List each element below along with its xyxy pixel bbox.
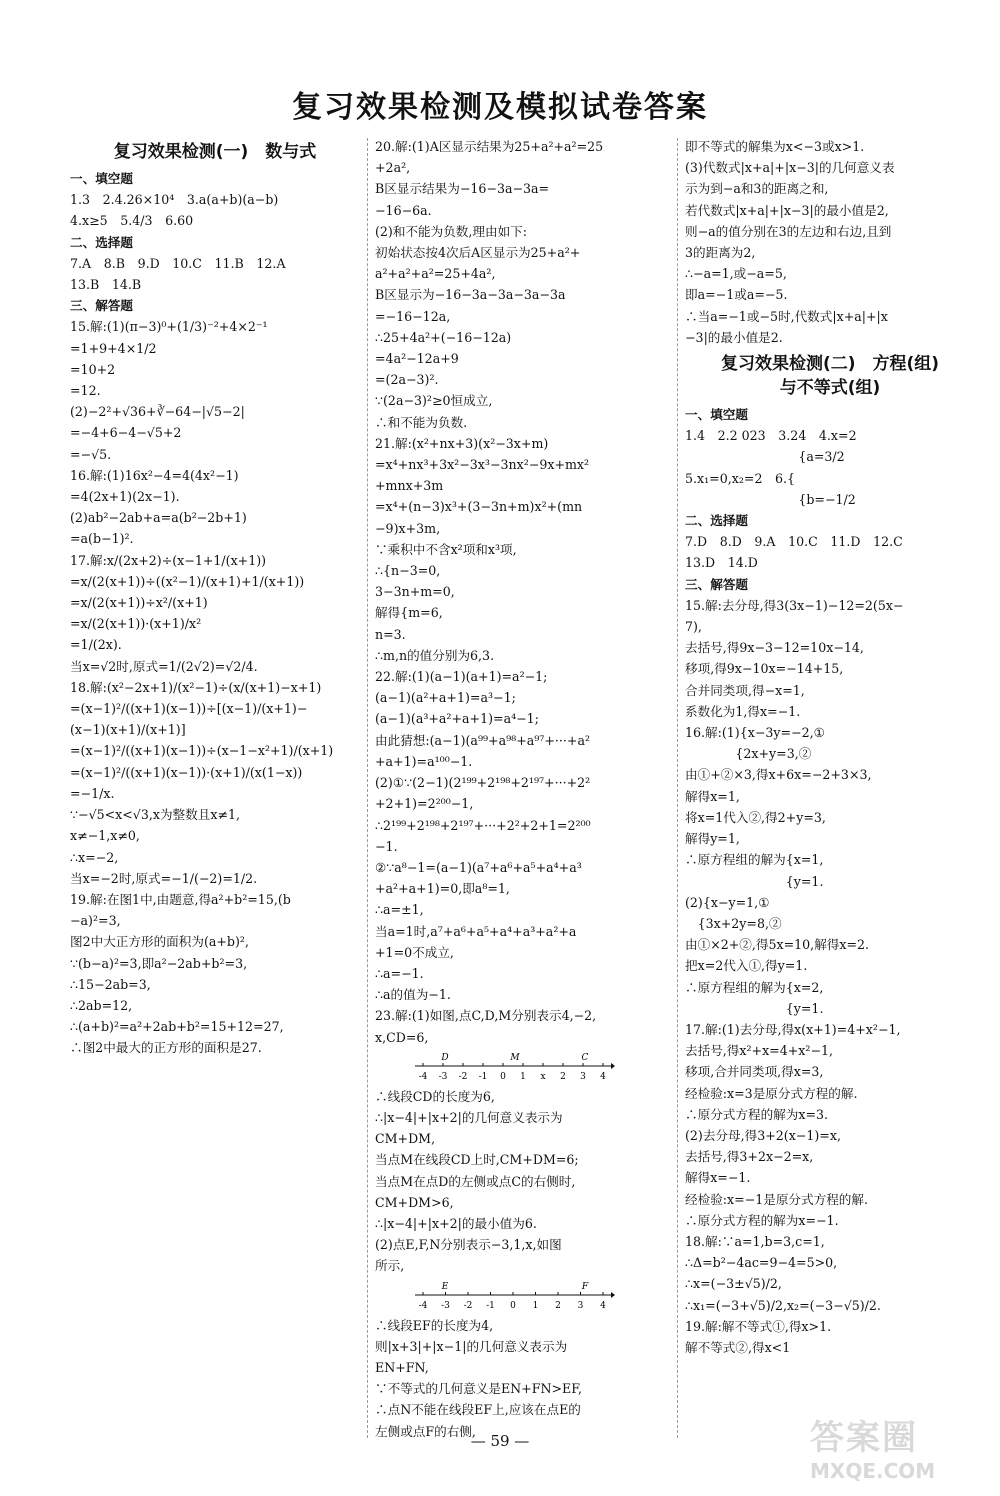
section-heading: 一、填空题: [685, 407, 748, 423]
answer-line: 3−3n+m=0,: [375, 584, 455, 600]
answer-line: =−√5.: [70, 446, 112, 462]
answer-line: (a−1)(a³+a²+a+1)=a⁴−1;: [375, 711, 539, 727]
answer-line: {b=−1/2: [685, 491, 856, 507]
answer-line: ∴x=(−3±√5)/2,: [685, 1276, 782, 1292]
answer-line: ∴线段EF的长度为4,: [375, 1317, 494, 1333]
answer-line: {y=1.: [685, 873, 824, 889]
answer-line: ∵(2a−3)²≥0恒成立,: [375, 393, 493, 409]
answer-line: =x⁴+(n−3)x³+(3−3n+m)x²+(mn: [375, 499, 583, 515]
answer-line: ∵−√5<x<√3,x为整数且x≠1,: [70, 807, 240, 823]
tick-label: 1: [520, 1071, 526, 1082]
answer-line: (2)①∵(2−1)(2¹⁹⁹+2¹⁹⁸+2¹⁹⁷+···+2²: [375, 775, 591, 791]
answer-line: 图2中大正方形的面积为(a+b)²,: [70, 934, 249, 950]
tick-label: x: [540, 1071, 546, 1082]
answer-line: =−1/x.: [70, 785, 115, 801]
answer-line: =x⁴+nx³+3x²−3x³−3nx²−9x+mx²: [375, 457, 590, 473]
section-heading: 三、解答题: [70, 298, 133, 314]
answer-line: 即a=−1或a=−5.: [685, 287, 788, 303]
point-label: F: [581, 1281, 589, 1292]
answer-lines: [70, 168, 360, 1059]
point-label: D: [441, 1052, 449, 1063]
answer-line: 移项,得9x−10x=−14+15,: [685, 661, 844, 677]
answer-line: 则|x+3|+|x−1|的几何意义表示为: [375, 1338, 568, 1354]
answer-line: 13.B 14.B: [70, 277, 142, 293]
answer-line: ∴{n−3=0,: [375, 563, 441, 579]
answer-line: n=3.: [375, 626, 406, 642]
watermark-text: 答案圈: [810, 1418, 918, 1458]
answer-line: =4a²−12a+9: [375, 351, 459, 367]
answer-line: 解不等式②,得x<1: [685, 1339, 791, 1355]
column-2: [375, 136, 665, 1442]
tick-label: -3: [441, 1300, 450, 1311]
answer-line: ∴线段CD的长度为6,: [375, 1088, 495, 1104]
tick-label: -1: [486, 1300, 495, 1311]
answer-line: ∴点N不能在线段EF上,应该在点E的: [375, 1402, 581, 1418]
answer-line: (3)代数式|x+a|+|x−3|的几何意义表: [685, 160, 895, 176]
answer-line: {a=3/2: [685, 449, 845, 465]
page-title: 复习效果检测及模拟试卷答案: [292, 90, 708, 125]
answer-lines: [375, 136, 665, 1048]
number-line-ticks: [419, 1053, 607, 1082]
answer-line: 16.解:(1)16x²−4=4(4x²−1): [70, 467, 239, 483]
answer-line: 17.解:(1)去分母,得x(x+1)=4+x²−1,: [685, 1021, 901, 1037]
answer-line: 由此猜想:(a−1)(a⁹⁹+a⁹⁸+a⁹⁷+···+a²: [375, 732, 591, 748]
answer-line: ∴x=−2,: [70, 849, 119, 865]
column-divider: [677, 138, 678, 1438]
tick-label: 0: [500, 1071, 506, 1082]
answer-line: =(2a−3)².: [375, 372, 439, 388]
tick-label: 4: [600, 1071, 606, 1082]
answer-line: 将x=1代入②,得2+y=3,: [685, 809, 826, 825]
answer-lines: [685, 136, 975, 348]
number-line-ef: [415, 1281, 615, 1311]
tick-label: 2: [555, 1300, 561, 1311]
section-title-2-cont: 与不等式(组): [779, 378, 881, 399]
answer-line: {y=1.: [685, 1000, 824, 1016]
answer-line: ∵不等式的几何意义是EN+FN>EF,: [375, 1381, 582, 1397]
watermark-url: MXQE.COM: [810, 1459, 936, 1483]
answer-line: −9)x+3m,: [375, 520, 441, 536]
answer-line: ∴原分式方程的解为x=−1.: [685, 1212, 839, 1228]
answer-line: 当点M在线段CD上时,CM+DM=6;: [375, 1152, 579, 1168]
answer-line: =x/(2(x+1))÷x²/(x+1): [70, 595, 208, 611]
column-1: [70, 136, 360, 1059]
answer-line: 合并同类项,得−x=1,: [685, 682, 805, 698]
answer-line: ∴a=±1,: [375, 902, 424, 918]
answer-line: 1.4 2.2 023 3.24 4.x=2: [685, 428, 857, 444]
answer-line: 13.D 14.D: [685, 555, 758, 571]
answer-line: ∴2ab=12,: [70, 997, 133, 1013]
answer-line: ∴(a+b)²=a²+2ab+b²=15+12=27,: [70, 1019, 284, 1035]
section-heading: 二、选择题: [70, 234, 133, 250]
answer-line: ∴−a=1,或−a=5,: [685, 266, 787, 282]
answer-line: =10+2: [70, 361, 116, 377]
answer-line: +mnx+3m: [375, 478, 444, 494]
answer-line: 3的距离为2,: [685, 245, 756, 261]
answer-line: =a(b−1)².: [70, 531, 134, 547]
tick-label: -2: [463, 1300, 473, 1311]
answer-line: ∴|x−4|+|x+2|的几何意义表示为: [375, 1109, 563, 1125]
answer-line: +2a²,: [375, 160, 411, 176]
answer-lines: [375, 1315, 665, 1442]
answer-line: {2x+y=3,②: [685, 746, 812, 762]
tick-label: -1: [478, 1071, 488, 1082]
point-label: M: [510, 1052, 520, 1063]
answer-line: 19.解:在图1中,由题意,得a²+b²=15,(b: [70, 891, 291, 907]
answer-line: 15.解:去分母,得3(3x−1)−12=2(5x−: [685, 597, 904, 613]
answer-line: 去括号,得3+2x−2=x,: [685, 1149, 814, 1165]
answer-line: 示为到−a和3的距离之和,: [685, 181, 829, 197]
answer-line: ∴m,n的值分别为6,3.: [375, 647, 495, 663]
answer-line: 当x=−2时,原式=−1/(−2)=1/2.: [70, 870, 258, 886]
answer-line: 17.解:x/(2x+2)÷(x−1+1/(x+1)): [70, 552, 267, 568]
answer-line: +a+1)=a¹⁰⁰−1.: [375, 753, 473, 769]
answer-line: 即不等式的解集为x<−3或x>1.: [685, 139, 865, 154]
answer-line: 解得x=1,: [685, 788, 740, 804]
answer-line: +1=0不成立,: [375, 944, 454, 960]
answer-line: (a−1)(a²+a+1)=a³−1;: [375, 690, 516, 706]
answer-line: −16−6a.: [375, 202, 432, 218]
answer-line: B区显示为−16−3a−3a−3a−3a: [375, 287, 566, 303]
answer-line: 解得{m=6,: [375, 605, 443, 621]
answer-line: =1+9+4×1/2: [70, 340, 157, 356]
answer-line: 去括号,得x²+x=4+x²−1,: [685, 1043, 834, 1059]
tick-label: -4: [418, 1071, 428, 1082]
answer-line: ∴原方程组的解为{x=1,: [685, 852, 824, 868]
answer-line: 左侧或点F的右侧,: [375, 1423, 476, 1439]
answer-line: ∵(b−a)²=3,即a²−2ab+b²=3,: [70, 955, 248, 971]
answer-line: ∴原方程组的解为{x=2,: [685, 979, 824, 995]
answer-line: =−4+6−4−√5+2: [70, 425, 182, 441]
tick-label: 4: [600, 1300, 606, 1311]
answer-line: 19.解:解不等式①,得x>1.: [685, 1318, 832, 1334]
answer-line: 22.解:(1)(a−1)(a+1)=a²−1;: [375, 669, 548, 685]
answer-line: 由①×2+②,得5x=10,解得x=2.: [685, 937, 870, 953]
answer-line: 15.解:(1)(π−3)⁰+(1/3)⁻²+4×2⁻¹: [70, 319, 268, 335]
answer-line: 去括号,得9x−3−12=10x−14,: [685, 640, 864, 656]
answer-line: 初始状态按4次后A区显示为25+a²+: [375, 245, 581, 261]
section-title-2: 复习效果检测(二) 方程(组): [720, 354, 940, 375]
tick-label: -2: [458, 1071, 468, 1082]
section-heading: 一、填空题: [70, 171, 133, 186]
point-label: C: [581, 1052, 589, 1063]
answer-line: (2){x−y=1,①: [685, 894, 770, 910]
number-line-cd: [415, 1052, 615, 1082]
answer-line: 则−a的值分别在3的左边和右边,且到: [685, 223, 892, 239]
answer-line: x≠−1,x≠0,: [70, 828, 140, 844]
answer-line: x,CD=6,: [375, 1029, 429, 1045]
answer-line: −1.: [375, 838, 398, 854]
answer-line: −3|的最小值是2.: [685, 329, 783, 345]
answer-line: =−16−12a,: [375, 308, 451, 324]
answer-line: 解得y=1,: [685, 831, 740, 847]
answer-line: 7),: [685, 619, 702, 635]
answer-line: =(x−1)²/((x+1)(x−1))·(x+1)/(x(1−x)): [70, 764, 303, 780]
answer-line: ∴图2中最大的正方形的面积是27.: [70, 1040, 262, 1056]
answer-line: −a)²=3,: [70, 913, 121, 929]
column-divider: [367, 138, 368, 1438]
answer-line: 当点M在点D的左侧或点C的右侧时,: [375, 1173, 576, 1189]
answer-line: +2+1)=2²⁰⁰−1,: [375, 796, 474, 812]
answer-line: a²+a²+a²=25+4a²,: [375, 266, 496, 282]
answer-line: 16.解:(1){x−3y=−2,①: [685, 725, 825, 741]
answer-line: 若代数式|x+a|+|x−3|的最小值是2,: [685, 202, 889, 218]
answer-line: 经检验:x=3是原分式方程的解.: [685, 1085, 858, 1101]
answer-line: ∴a的值为−1.: [375, 987, 451, 1003]
tick-label: 0: [510, 1300, 516, 1311]
answer-line: 把x=2代入①,得y=1.: [685, 958, 808, 974]
answer-line: (2)−2²+√36+∛−64−|√5−2|: [70, 404, 245, 420]
answer-line: ∴25+4a²+(−16−12a): [375, 329, 512, 345]
answer-line: ∴当a=−1或−5时,代数式|x+a|+|x: [685, 308, 888, 324]
answer-line: +a²+a+1)=0,即a⁸=1,: [375, 881, 510, 897]
tick-label: 3: [577, 1300, 584, 1311]
answer-line: 所示,: [375, 1258, 405, 1274]
section-heading: 三、解答题: [685, 576, 748, 592]
answer-line: 23.解:(1)如图,点C,D,M分别表示4,−2,: [375, 1008, 597, 1024]
answer-line: EN+FN,: [375, 1359, 429, 1375]
answer-line: =x/(2(x+1))÷((x²−1)/(x+1)+1/(x+1)): [70, 573, 305, 589]
answer-line: 4.x≥5 5.4/3 6.60: [70, 213, 194, 229]
answer-line: 经检验:x=−1是原分式方程的解.: [685, 1191, 868, 1207]
answer-line: (2)和不能为负数,理由如下:: [375, 223, 528, 239]
tick-label: -4: [418, 1300, 428, 1311]
answer-line: 由①+②×3,得x+6x=−2+3×3,: [685, 767, 872, 783]
answer-line: ∴|x−4|+|x+2|的最小值为6.: [375, 1215, 537, 1231]
answer-line: 20.解:(1)A区显示结果为25+a²+a²=25: [375, 139, 604, 154]
answer-line: B区显示结果为−16−3a−3a=: [375, 181, 550, 197]
number-line-ticks: [419, 1282, 607, 1311]
answer-line: 当a=1时,a⁷+a⁶+a⁵+a⁴+a³+a²+a: [375, 923, 577, 939]
tick-label: 2: [560, 1071, 566, 1082]
answer-line: ∴和不能为负数.: [375, 414, 468, 430]
answer-line: 当x=√2时,原式=1/(2√2)=√2/4.: [70, 658, 258, 674]
answer-line: CM+DM>6,: [375, 1194, 454, 1210]
answer-line: ∴15−2ab=3,: [70, 976, 151, 992]
answer-line: ∵乘积中不含x²项和x³项,: [375, 541, 517, 557]
answer-line: 7.D 8.D 9.A 10.C 11.D 12.C: [685, 534, 903, 550]
answer-line: {3x+2y=8,②: [685, 915, 782, 931]
answer-line: 18.解:(x²−2x+1)/(x²−1)÷(x/(x+1)−x+1): [70, 679, 322, 695]
answer-line: ∴x₁=(−3+√5)/2,x₂=(−3−√5)/2.: [685, 1297, 881, 1313]
section-title-1: 复习效果检测(一) 数与式: [113, 142, 317, 162]
answer-line: 移项,合并同类项,得x=3,: [685, 1064, 824, 1080]
answer-line: 18.解:∵a=1,b=3,c=1,: [685, 1233, 825, 1249]
answer-line: 21.解:(x²+nx+3)(x²−3x+m): [375, 435, 549, 451]
answer-line: =4(2x+1)(2x−1).: [70, 489, 180, 505]
watermark-logo: [810, 1410, 980, 1486]
answer-lines: [685, 404, 975, 1358]
answer-line: 系数化为1,得x=−1.: [685, 703, 801, 719]
tick-label: 3: [580, 1071, 586, 1082]
answer-line: ∴Δ=b²−4ac=9−4=5>0,: [685, 1255, 838, 1271]
tick-label: -3: [438, 1071, 448, 1082]
answer-line: =x/(2(x+1))·(x+1)/x²: [70, 616, 202, 632]
answer-line: (x−1)(x+1)/(x+1)]: [70, 722, 186, 738]
answer-line: ∴a=−1.: [375, 965, 424, 981]
answer-line: (2)去分母,得3+2(x−1)=x,: [685, 1127, 841, 1143]
column-3: [685, 136, 975, 1358]
answer-line: =(x−1)²/((x+1)(x−1))÷(x−1−x²+1)/(x+1): [70, 743, 334, 759]
tick-label: 1: [532, 1300, 539, 1311]
answer-line: ∴2¹⁹⁹+2¹⁹⁸+2¹⁹⁷+···+2²+2+1=2²⁰⁰: [375, 817, 591, 833]
answer-line: 5.x₁=0,x₂=2 6.{: [685, 470, 796, 486]
point-label: E: [441, 1281, 449, 1292]
answer-line: (2)ab²−2ab+a=a(b²−2b+1): [70, 510, 247, 526]
answer-lines: [375, 1086, 665, 1277]
answer-line: 解得x=−1.: [685, 1170, 751, 1186]
answer-line: =12.: [70, 383, 101, 399]
answer-line: 1.3 2.4.26×10⁴ 3.a(a+b)(a−b): [70, 192, 279, 208]
page-number: — 59 —: [470, 1432, 530, 1450]
answer-line: CM+DM,: [375, 1131, 436, 1147]
answer-line: ∴原分式方程的解为x=3.: [685, 1106, 829, 1122]
section-heading: 二、选择题: [685, 513, 748, 529]
answer-line: =1/(2x).: [70, 637, 122, 653]
answer-line: ②∵a⁸−1=(a−1)(a⁷+a⁶+a⁵+a⁴+a³: [375, 859, 582, 875]
answer-line: =(x−1)²/((x+1)(x−1))÷[(x−1)/(x+1)−: [70, 701, 308, 717]
answer-line: 7.A 8.B 9.D 10.C 11.B 12.A: [70, 255, 286, 271]
answer-line: (2)点E,F,N分别表示−3,1,x,如图: [375, 1237, 562, 1253]
